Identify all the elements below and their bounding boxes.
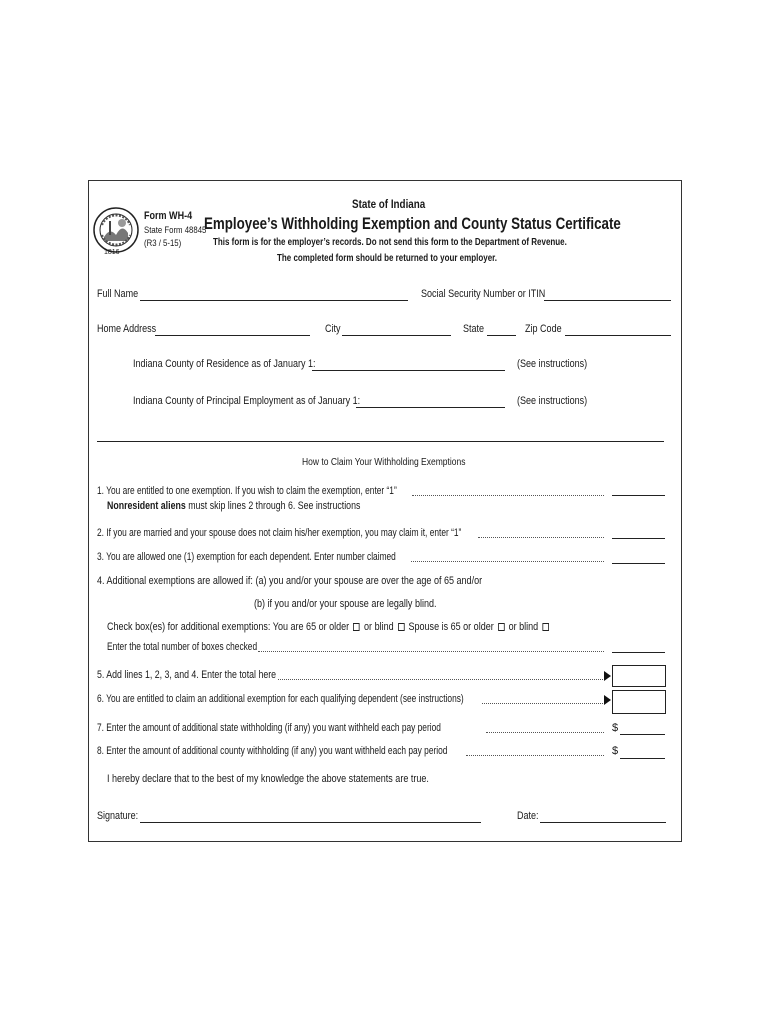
dollar-sign: $ bbox=[612, 745, 619, 757]
home-address-label: Home Address bbox=[97, 323, 157, 335]
spouse-65-label: Spouse is 65 or older bbox=[408, 621, 494, 633]
line-8-text: 8. Enter the amount of additional county withholding (if any) you want withheld each pay period bbox=[97, 745, 448, 757]
ssn-label: Social Security Number or ITIN bbox=[421, 288, 546, 300]
leader-dots bbox=[486, 732, 604, 733]
line-1-text: 1. You are entitled to one exemption. If you wish to claim the exemption, enter “1” bbox=[97, 485, 397, 497]
line-8-amount[interactable] bbox=[620, 758, 665, 759]
line-4b-text: (b) if you and/or your spouse are legally blind. bbox=[254, 598, 437, 610]
or-blind-label: or blind bbox=[508, 621, 539, 633]
leader-dots bbox=[278, 679, 603, 680]
nonresident-bold: Nonresident aliens bbox=[107, 500, 186, 512]
line-6-box[interactable] bbox=[612, 690, 666, 714]
signature-label: Signature: bbox=[97, 810, 139, 822]
form-id: Form WH-4 bbox=[144, 210, 193, 222]
dollar-sign: $ bbox=[612, 722, 619, 734]
city-field[interactable] bbox=[342, 335, 451, 336]
total-boxes-text: Enter the total number of boxes checked bbox=[107, 641, 258, 653]
nonresident-rest: must skip lines 2 through 6. See instructions bbox=[188, 500, 361, 512]
county-residence-label: Indiana County of Residence as of January 1: bbox=[133, 358, 316, 370]
arrow-right-icon bbox=[604, 671, 611, 681]
records-note: This form is for the employer’s records. Do not send this form to the Department of Revenue. bbox=[213, 237, 567, 248]
date-field[interactable] bbox=[540, 822, 666, 823]
date-label: Date: bbox=[517, 810, 539, 822]
state-field[interactable] bbox=[487, 335, 516, 336]
line-5-text: 5. Add lines 1, 2, 3, and 4. Enter the total here bbox=[97, 669, 277, 681]
line-4-text: 4. Additional exemptions are allowed if: (a) you and/or your spouse are over the age of 65 and/or bbox=[97, 575, 483, 587]
full-name-label: Full Name bbox=[97, 288, 139, 300]
city-label: City bbox=[325, 323, 341, 335]
leader-dots bbox=[411, 561, 604, 562]
nonresident-note bbox=[107, 500, 360, 512]
leader-dots bbox=[482, 703, 603, 704]
spouse-65-checkbox[interactable] bbox=[498, 623, 505, 631]
county-employment-field[interactable] bbox=[356, 407, 505, 408]
see-instructions-note: (See instructions) bbox=[517, 358, 588, 370]
line-3-entry[interactable] bbox=[612, 563, 665, 564]
state-heading: State of Indiana bbox=[352, 197, 426, 211]
indiana-state-seal bbox=[92, 197, 140, 263]
arrow-right-icon bbox=[604, 695, 611, 705]
leader-dots bbox=[412, 495, 604, 496]
page-title: Employee’s Withholding Exemption and County Status Certificate bbox=[204, 214, 621, 233]
line-4-entry[interactable] bbox=[612, 652, 665, 653]
line-3-text: 3. You are allowed one (1) exemption for each dependent. Enter number claimed bbox=[97, 551, 396, 563]
leader-dots bbox=[258, 651, 604, 652]
declaration-text: I hereby declare that to the best of my knowledge the above statements are true. bbox=[107, 773, 429, 785]
or-blind-label: or blind bbox=[364, 621, 394, 633]
signature-field[interactable] bbox=[140, 822, 481, 823]
line-7-amount[interactable] bbox=[620, 734, 665, 735]
see-instructions-note: (See instructions) bbox=[517, 395, 588, 407]
revision-date: (R3 / 5-15) bbox=[144, 238, 182, 249]
you-blind-checkbox[interactable] bbox=[398, 623, 405, 631]
line-1-entry[interactable] bbox=[612, 495, 665, 496]
county-residence-field[interactable] bbox=[312, 370, 505, 371]
line-7-text: 7. Enter the amount of additional state withholding (if any) you want withheld each pay period bbox=[97, 722, 441, 734]
zip-label: Zip Code bbox=[525, 323, 562, 335]
home-address-field[interactable] bbox=[155, 335, 310, 336]
return-note: The completed form should be returned to your employer. bbox=[277, 253, 498, 264]
ssn-field[interactable] bbox=[544, 300, 671, 301]
state-form-number: State Form 48845 bbox=[144, 225, 207, 236]
check-boxes-row bbox=[107, 621, 551, 633]
check-intro: Check box(es) for additional exemptions: You are 65 or older bbox=[107, 621, 350, 633]
section-title: How to Claim Your Withholding Exemptions bbox=[302, 457, 466, 468]
seal-year: 1816 bbox=[104, 249, 120, 256]
county-employment-label: Indiana County of Principal Employment as of January 1: bbox=[133, 395, 361, 407]
spouse-blind-checkbox[interactable] bbox=[542, 623, 549, 631]
leader-dots bbox=[478, 537, 604, 538]
state-label: State bbox=[463, 323, 485, 335]
zip-field[interactable] bbox=[565, 335, 671, 336]
line-2-text: 2. If you are married and your spouse does not claim his/her exemption, you may claim it, enter “1” bbox=[97, 527, 462, 539]
line-5-total-box[interactable] bbox=[612, 665, 666, 687]
section-divider bbox=[97, 441, 664, 442]
full-name-field[interactable] bbox=[140, 300, 408, 301]
you-65-checkbox[interactable] bbox=[353, 623, 360, 631]
line-6-text: 6. You are entitled to claim an additional exemption for each qualifying dependent (see instructions) bbox=[97, 693, 464, 705]
line-2-entry[interactable] bbox=[612, 538, 665, 539]
leader-dots bbox=[466, 755, 604, 756]
